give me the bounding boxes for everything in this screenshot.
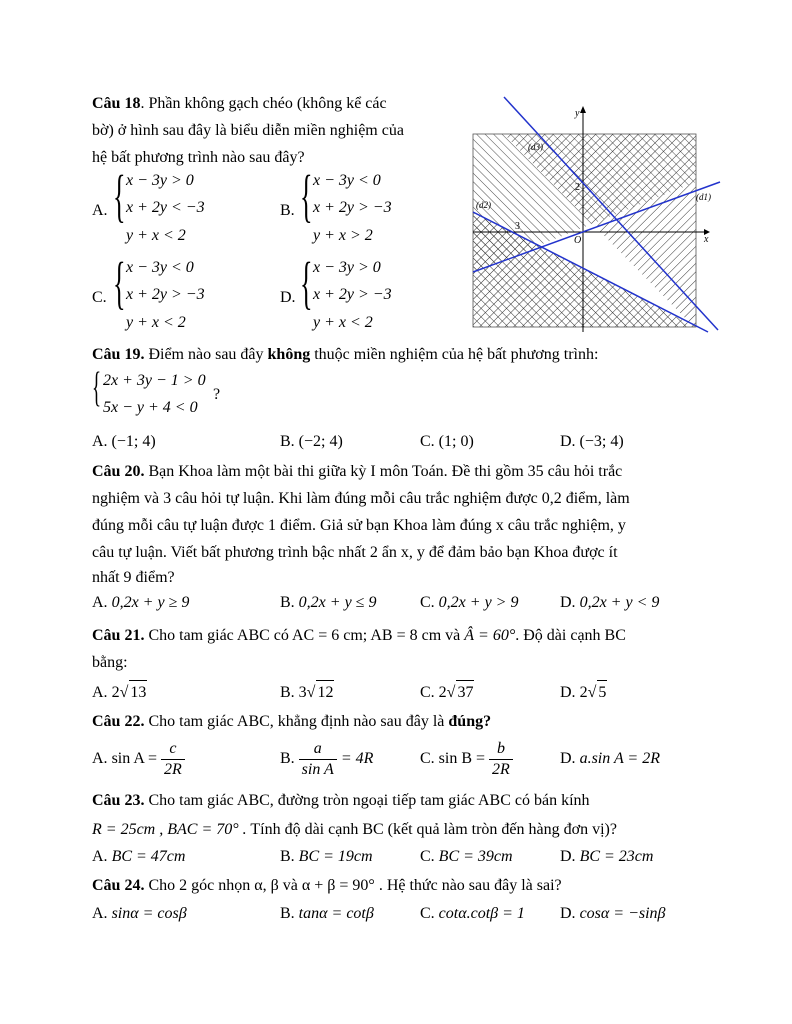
q18-opt-c-label: C.: [92, 289, 107, 306]
q19-sys1: 2x + 3y − 1 > 0: [103, 372, 206, 389]
q22-c-letter: C.: [420, 750, 435, 768]
q19-sys2: 5x − y + 4 < 0: [103, 399, 198, 416]
q22-line1: [92, 710, 491, 734]
q22-b-letter: B.: [280, 750, 295, 768]
q19-line1: [92, 343, 598, 367]
q22-b-num: a: [299, 739, 337, 760]
q21-line2: bằng:: [92, 654, 128, 671]
q18-label: Câu 18: [92, 95, 141, 112]
q19-opt-a: A. (−1; 4): [92, 433, 156, 450]
q23-text2: Tính độ dài cạnh BC (kết quả làm tròn đến hàng đơn vị)?: [246, 821, 617, 838]
q22-a-num: c: [161, 739, 185, 760]
q18-opt-b-label: B.: [280, 202, 295, 219]
q20-a-letter: A.: [92, 594, 108, 611]
q20-line5: nhất 9 điểm?: [92, 569, 175, 586]
q21-opt-a: A. 2√ 13: [92, 680, 147, 705]
q23-d-letter: D.: [560, 848, 576, 865]
q23-math: R = 25cm , BAC = 70° .: [92, 821, 247, 838]
q20-opt-d: [560, 591, 659, 615]
q22-b-post: = 4R: [340, 750, 374, 768]
q21-angle: Â = 60°: [464, 627, 516, 644]
q19-bold-word: không: [267, 346, 311, 363]
q18-opt-c-l1: x − 3y < 0: [126, 259, 194, 276]
q18-opt-c-brace: {: [113, 250, 126, 315]
q22-d-letter: D.: [560, 750, 576, 767]
q18-opt-d-label: D.: [280, 289, 296, 306]
q18-opt-a-l2: x + 2y < −3: [126, 199, 205, 216]
q21-d-letter: D.: [560, 684, 576, 701]
q24-c-expr: cotα.cotβ = 1: [438, 905, 525, 922]
q22-c-den: 2R: [492, 761, 510, 778]
q22-a-frac: [161, 739, 185, 780]
q24-opt-a: [92, 902, 187, 926]
q22-a-den: 2R: [164, 761, 182, 778]
q20-line3: đúng mỗi câu tự luận được 1 điểm. Giả sử bạn Khoa làm đúng x câu trắc nghiệm, y: [92, 517, 626, 534]
q23-line1: [92, 789, 590, 813]
q21-a-coef: 2: [111, 684, 120, 701]
q23-a-letter: A.: [92, 848, 108, 865]
q23-text1: Cho tam giác ABC, đường tròn ngoại tiếp tam giác ABC có bán kính: [144, 792, 590, 809]
tick-x-label: 3: [515, 221, 520, 232]
q21-opt-b: B. 3√ 12: [280, 680, 334, 705]
q18-line1: [92, 92, 387, 116]
q21-a-rad: 13: [129, 680, 147, 705]
q18-opt-a-l3: y + x < 2: [126, 227, 186, 244]
q18-opt-c-l2: x + 2y > −3: [126, 286, 205, 303]
d2-label: (d2): [476, 200, 491, 210]
q24-c-letter: C.: [420, 905, 435, 922]
q18-line2: bờ) ở hình sau đây là biểu diễn miền nghiệm của: [92, 122, 404, 139]
q21-line1: [92, 624, 626, 648]
q21-c-rad: 37: [456, 680, 474, 705]
q22-label: Câu 22.: [92, 713, 145, 730]
q23-opt-a: [92, 845, 185, 869]
q18-opt-d-l2: x + 2y > −3: [313, 286, 392, 303]
q19-text-pre: Điểm nào sau đây: [144, 346, 268, 363]
q20-opt-a: [92, 591, 189, 615]
q24-a-letter: A.: [92, 905, 108, 922]
q21-c-coef: 2: [438, 684, 447, 701]
q20-a-expr: 0,2x + y ≥ 9: [111, 594, 190, 611]
q19-opt-c: C. (1; 0): [420, 433, 474, 450]
q24-a-expr: sinα = cosβ: [111, 905, 187, 922]
q23-b-letter: B.: [280, 848, 295, 865]
q24-line1: [92, 874, 562, 898]
q22-a-letter: A.: [92, 750, 108, 768]
q22-b-den: sin A: [301, 761, 334, 778]
q19-qmark: ?: [213, 386, 221, 403]
q23-a-expr: BC = 47cm: [111, 848, 186, 865]
y-axis-arrow: [580, 106, 586, 113]
q18-text1: . Phần không gạch chéo (không kể các: [140, 95, 387, 112]
q20-label: Câu 20.: [92, 463, 145, 480]
q21-text-end: . Độ dài cạnh BC: [515, 627, 626, 644]
q24-b-letter: B.: [280, 905, 295, 922]
q23-opt-c: [420, 845, 513, 869]
q24-d-expr: cosα = −sinβ: [579, 905, 666, 922]
q21-b-letter: B.: [280, 684, 295, 701]
q18-opt-d-brace: {: [300, 250, 313, 315]
q20-b-expr: 0,2x + y ≤ 9: [298, 594, 377, 611]
q23-opt-d: [560, 845, 653, 869]
hatched-regions: [473, 134, 696, 327]
q24-label: Câu 24.: [92, 877, 145, 894]
q21-a-letter: A.: [92, 684, 108, 701]
q20-line1: [92, 460, 622, 484]
q22-opt-c: [420, 739, 513, 780]
q22-b-frac: [299, 739, 337, 780]
q18-opt-b-l1: x − 3y < 0: [313, 172, 381, 189]
q20-d-letter: D.: [560, 594, 576, 611]
q21-d-coef: 2: [579, 684, 588, 701]
q21-b-coef: 3: [298, 684, 307, 701]
q18-opt-a-brace: {: [113, 163, 126, 228]
q24-b-expr: tanα = cotβ: [298, 905, 374, 922]
d1-label: (d1): [696, 192, 711, 202]
origin-label: O: [574, 235, 582, 246]
q18-opt-a-label: A.: [92, 202, 108, 219]
q18-graph: [468, 92, 728, 337]
q20-opt-c: [420, 591, 518, 615]
q24-text: Cho 2 góc nhọn α, β và α + β = 90° . Hệ thức nào sau đây là sai?: [144, 877, 562, 894]
q18-opt-d-l1: x − 3y > 0: [313, 259, 381, 276]
q23-label: Câu 23.: [92, 792, 145, 809]
q19-brace: {: [92, 365, 102, 411]
q24-d-letter: D.: [560, 905, 576, 922]
q18-opt-b-l3: y + x > 2: [313, 227, 373, 244]
q21-opt-c: C. 2√ 37: [420, 680, 474, 705]
q22-opt-d: [560, 747, 660, 771]
q23-c-expr: BC = 39cm: [438, 848, 513, 865]
q20-line2: nghiệm và 3 câu hỏi tự luận. Khi làm đúng mỗi câu trắc nghiệm được 0,2 điểm, làm: [92, 490, 630, 507]
q21-c-letter: C.: [420, 684, 435, 701]
q21-text: Cho tam giác ABC có AC = 6 cm; AB = 8 cm và: [144, 627, 465, 644]
q22-a-pre: sin A =: [111, 750, 158, 768]
q22-opt-a: [92, 739, 185, 780]
q22-c-pre: sin B =: [438, 750, 486, 768]
q21-b-rad: 12: [316, 680, 334, 705]
q18-opt-a-l1: x − 3y > 0: [126, 172, 194, 189]
q21-label: Câu 21.: [92, 627, 145, 644]
q19-opt-b: B. (−2; 4): [280, 433, 343, 450]
y-label: y: [575, 108, 580, 119]
q22-d-expr: a.sin A = 2R: [579, 750, 660, 767]
q22-text: Cho tam giác ABC, khẳng định nào sau đây là: [144, 713, 449, 730]
q18-opt-d-l3: y + x < 2: [313, 314, 373, 331]
q20-opt-b: [280, 591, 376, 615]
d3-label: (d3): [528, 142, 543, 152]
q19-label: Câu 19.: [92, 346, 145, 363]
q21-opt-d: D. 2√ 5: [560, 680, 607, 705]
q24-opt-d: [560, 902, 666, 926]
q23-c-letter: C.: [420, 848, 435, 865]
q20-b-letter: B.: [280, 594, 295, 611]
x-label: x: [704, 234, 709, 245]
q22-bold-end: đúng?: [448, 713, 492, 730]
q20-d-expr: 0,2x + y < 9: [579, 594, 660, 611]
q20-text1: Bạn Khoa làm một bài thi giữa kỳ I môn Toán. Đề thi gồm 35 câu hỏi trắc: [144, 463, 623, 480]
q23-line2: [92, 818, 617, 842]
q24-opt-b: [280, 902, 374, 926]
q18-opt-b-brace: {: [300, 163, 313, 228]
q20-c-letter: C.: [420, 594, 435, 611]
q18-line3: hệ bất phương trình nào sau đây?: [92, 149, 305, 166]
q21-d-rad: 5: [597, 680, 607, 705]
q19-opt-d: D. (−3; 4): [560, 433, 624, 450]
q20-c-expr: 0,2x + y > 9: [438, 594, 519, 611]
q24-opt-c: [420, 902, 525, 926]
q22-c-frac: [489, 739, 513, 780]
q18-opt-c-l3: y + x < 2: [126, 314, 186, 331]
tick-y-label: 2: [575, 182, 580, 193]
q18-opt-b-l2: x + 2y > −3: [313, 199, 392, 216]
q23-b-expr: BC = 19cm: [298, 848, 373, 865]
q22-opt-b: [280, 739, 373, 780]
q23-d-expr: BC = 23cm: [579, 848, 654, 865]
q20-line4: câu tự luận. Viết bất phương trình bậc nhất 2 ẩn x, y để đảm bảo bạn Khoa được ít: [92, 544, 618, 561]
q23-opt-b: [280, 845, 373, 869]
q22-c-num: b: [489, 739, 513, 760]
q19-text-post: thuộc miền nghiệm của hệ bất phương trình:: [310, 346, 599, 363]
